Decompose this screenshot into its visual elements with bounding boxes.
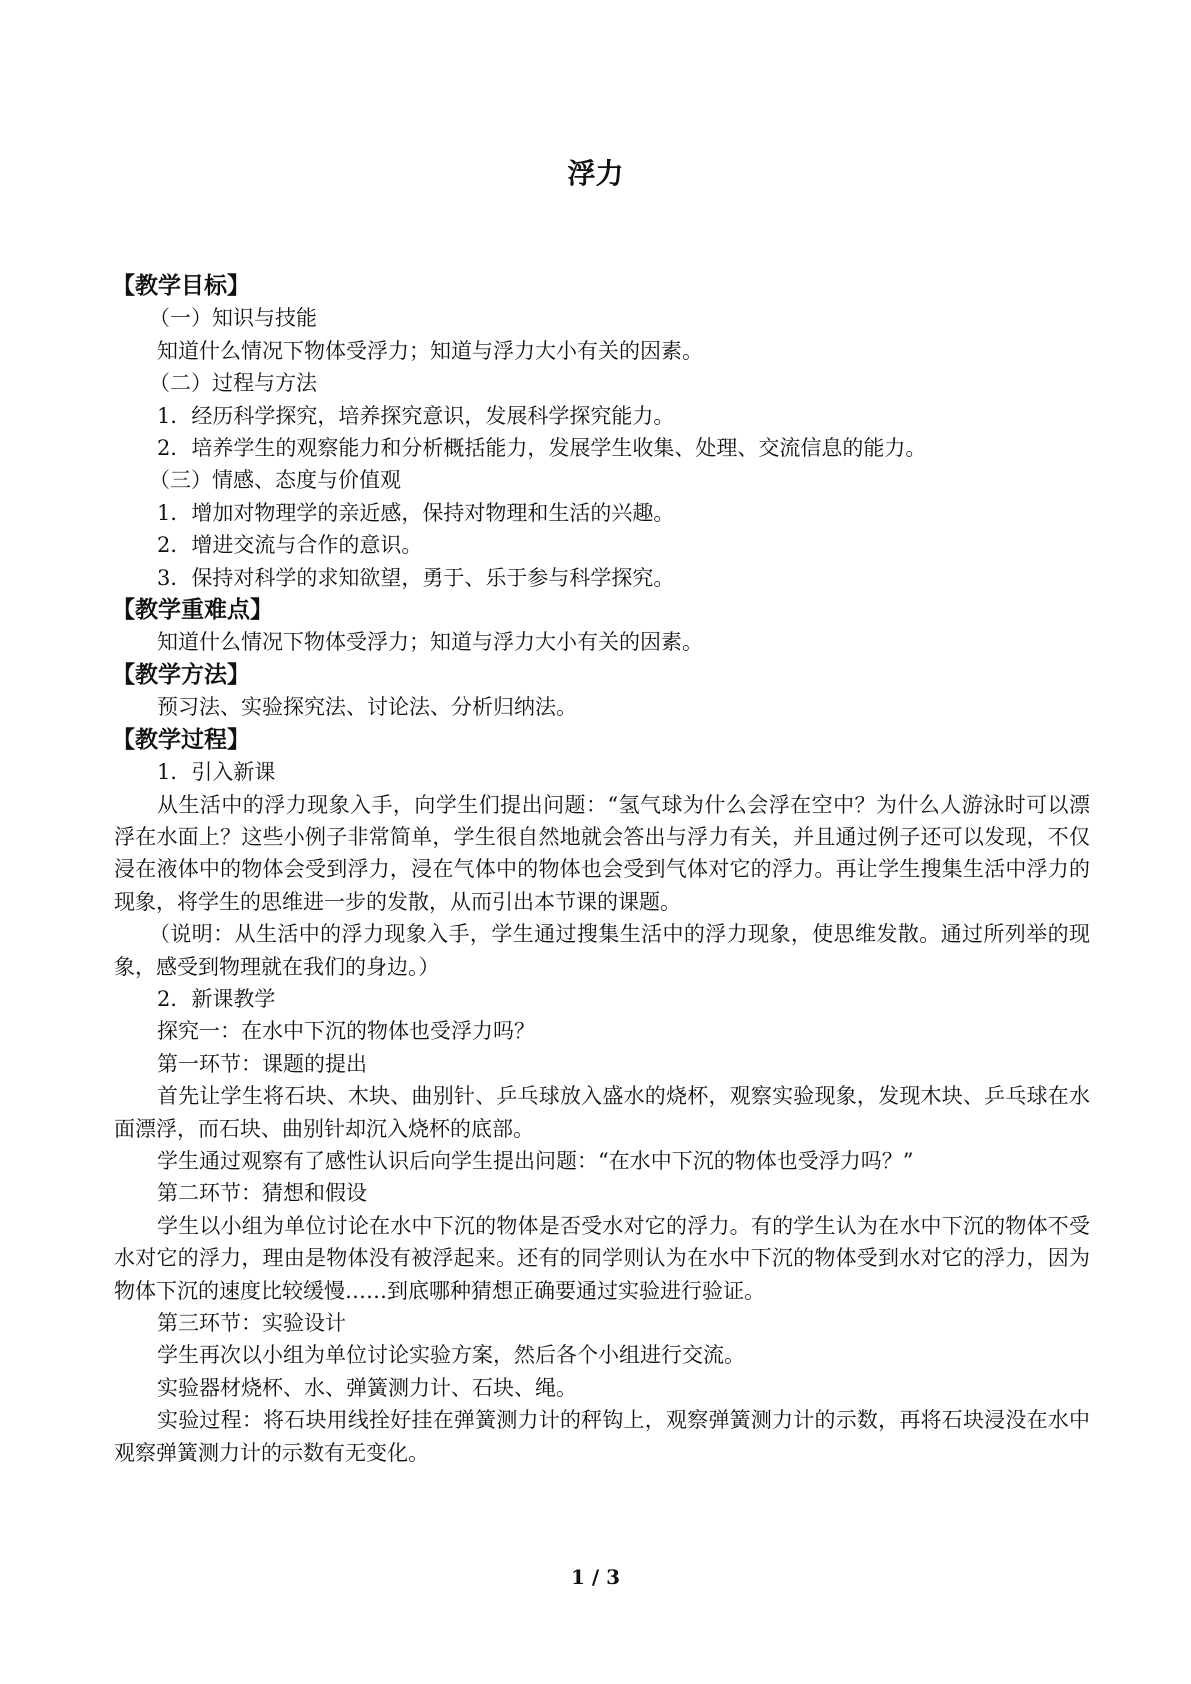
paragraph-note: （说明：从生活中的浮力现象入手，学生通过搜集生活中的浮力现象，使思维发散。通过所列举的现象，感受到物理就在我们的身边。） bbox=[114, 922, 1090, 979]
subheading-knowledge: （一）知识与技能 bbox=[149, 306, 317, 331]
paragraph-methods: 预习法、实验探究法、讨论法、分析归纳法。 bbox=[157, 695, 577, 720]
list-item-attitude-2: 2．增进交流与合作的意识。 bbox=[157, 533, 423, 558]
page-indicator: 1 / 3 bbox=[570, 1565, 621, 1589]
list-item-attitude-1: 1．增加对物理学的亲近感，保持对物理和生活的兴趣。 bbox=[157, 500, 675, 525]
document-title: 浮力 bbox=[567, 157, 624, 190]
paragraph-key-points: 知道什么情况下物体受浮力；知道与浮力大小有关的因素。 bbox=[157, 630, 703, 655]
section-heading-objectives: 【教学目标】 bbox=[112, 273, 250, 299]
list-item-attitude-3: 3．保持对科学的求知欲望，勇于、乐于参与科学探究。 bbox=[157, 565, 675, 590]
inquiry-title: 探究一：在水中下沉的物体也受浮力吗？ bbox=[157, 1019, 535, 1044]
step-new-lesson: 2．新课教学 bbox=[157, 986, 276, 1011]
subheading-process: （二）过程与方法 bbox=[149, 371, 317, 396]
document-body bbox=[114, 270, 1090, 1469]
list-item-process-2: 2．培养学生的观察能力和分析概括能力，发展学生收集、处理、交流信息的能力。 bbox=[157, 436, 927, 461]
stage-heading-1: 第一环节：课题的提出 bbox=[157, 1051, 367, 1076]
paragraph-stage1-1: 首先让学生将石块、木块、曲别针、乒乓球放入盛水的烧杯，观察实验现象，发现木块、乒乓球在水面漂浮，而石块、曲别针却沉入烧杯的底部。 bbox=[114, 1084, 1090, 1141]
stage-heading-2: 第二环节：猜想和假设 bbox=[157, 1181, 367, 1206]
subheading-attitude: （三）情感、态度与价值观 bbox=[149, 468, 401, 493]
paragraph-knowledge: 知道什么情况下物体受浮力；知道与浮力大小有关的因素。 bbox=[157, 338, 703, 363]
list-item-process-1: 1．经历科学探究，培养探究意识，发展科学探究能力。 bbox=[157, 403, 675, 428]
step-intro: 1．引入新课 bbox=[157, 760, 276, 785]
paragraph-stage3-2: 实验器材烧杯、水、弹簧测力计、石块、绳。 bbox=[157, 1375, 577, 1400]
paragraph-stage3-3: 实验过程：将石块用线拴好挂在弹簧测力计的秤钩上，观察弹簧测力计的示数，再将石块浸没在水中观察弹簧测力计的示数有无变化。 bbox=[114, 1408, 1090, 1465]
section-heading-methods: 【教学方法】 bbox=[112, 661, 250, 688]
paragraph-intro: 从生活中的浮力现象入手，向学生们提出问题：“氢气球为什么会浮在空中？为什么人游泳时可以漂浮在水面上？这些小例子非常简单，学生很自然地就会答出与浮力有关，并且通过例子还可以发现，不仅浸在液体中的物体会受到浮力，浸在气体中的物体也会受到气体对它的浮力。再让学生搜集生活中浮力的现象，将学生的思维进一步的发散，从而引出本节课的课题。 bbox=[114, 792, 1090, 914]
paragraph-stage1-2: 学生通过观察有了感性认识后向学生提出问题：“在水中下沉的物体也受浮力吗？” bbox=[157, 1148, 914, 1173]
paragraph-stage2-1: 学生以小组为单位讨论在水中下沉的物体是否受水对它的浮力。有的学生认为在水中下沉的物体不受水对它的浮力，理由是物体没有被浮起来。还有的同学则认为在水中下沉的物体受到水对它的浮力，因为物体下沉的速度比较缓慢……到底哪种猜想正确要通过实验进行验证。 bbox=[114, 1213, 1090, 1303]
paragraph-stage3-1: 学生再次以小组为单位讨论实验方案，然后各个小组进行交流。 bbox=[157, 1343, 745, 1368]
section-heading-process: 【教学过程】 bbox=[112, 726, 250, 753]
section-heading-key-points: 【教学重难点】 bbox=[112, 597, 273, 624]
stage-heading-3: 第三环节：实验设计 bbox=[157, 1311, 346, 1335]
